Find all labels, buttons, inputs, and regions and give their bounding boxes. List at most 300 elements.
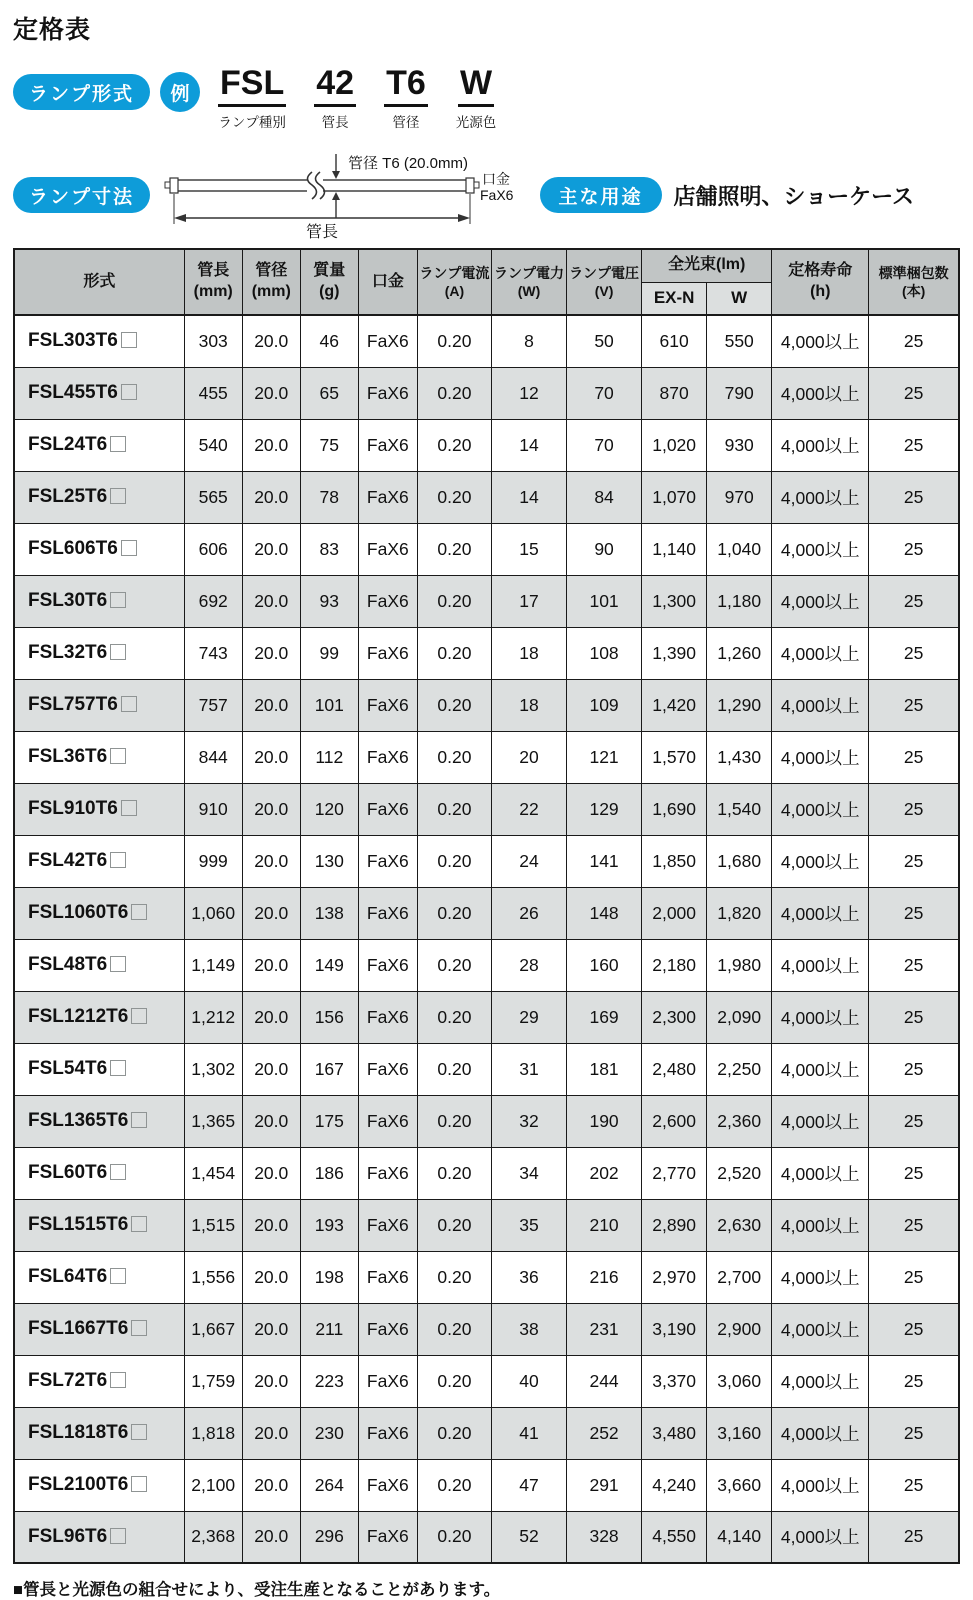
cell-pack-quantity: 25 <box>869 1251 959 1303</box>
cell-rated-life: 4,000以上 <box>772 1095 869 1147</box>
cell-lamp-voltage: 84 <box>567 471 642 523</box>
cell-lamp-current: 0.20 <box>417 471 491 523</box>
cell-lamp-power: 52 <box>491 1511 566 1563</box>
cell-lamp-current: 0.20 <box>417 419 491 471</box>
format-label: ランプ種別 <box>218 114 286 130</box>
table-row <box>14 835 959 887</box>
table-row <box>14 887 959 939</box>
cell-luminous-flux-exn: 4,240 <box>642 1459 707 1511</box>
cell-lamp-power: 14 <box>491 471 566 523</box>
cell-tube-diameter: 20.0 <box>242 367 300 419</box>
color-code-box <box>110 644 126 660</box>
cell-luminous-flux-exn: 3,190 <box>642 1303 707 1355</box>
cell-lamp-power: 15 <box>491 523 566 575</box>
cell-base: FaX6 <box>358 679 417 731</box>
cell-pack-quantity: 25 <box>869 731 959 783</box>
cell-rated-life: 4,000以上 <box>772 367 869 419</box>
cell-tube-length: 757 <box>184 679 242 731</box>
cell-tube-length: 455 <box>184 367 242 419</box>
format-part-length <box>314 66 356 131</box>
model-name: FSL1060T6 <box>28 902 129 923</box>
cell-pack-quantity: 25 <box>869 991 959 1043</box>
model-name: FSL42T6 <box>28 850 108 871</box>
cell-tube-diameter: 20.0 <box>242 783 300 835</box>
cell-luminous-flux-exn: 2,300 <box>642 991 707 1043</box>
cell-model <box>14 1303 184 1355</box>
table-row <box>14 523 959 575</box>
cell-luminous-flux-exn: 1,420 <box>642 679 707 731</box>
format-code: T6 <box>384 66 428 107</box>
table-row <box>14 367 959 419</box>
cell-lamp-current: 0.20 <box>417 523 491 575</box>
cell-lamp-current: 0.20 <box>417 887 491 939</box>
cell-model <box>14 783 184 835</box>
model-name: FSL910T6 <box>28 798 118 819</box>
cell-mass: 198 <box>300 1251 358 1303</box>
color-code-box <box>131 1216 147 1232</box>
cell-base: FaX6 <box>358 835 417 887</box>
cell-lamp-power: 17 <box>491 575 566 627</box>
header-lamp-power: ランプ電力 (W) <box>491 249 566 315</box>
cell-lamp-power: 28 <box>491 939 566 991</box>
cell-luminous-flux-exn: 3,370 <box>642 1355 707 1407</box>
color-code-box <box>131 1476 147 1492</box>
cell-lamp-voltage: 101 <box>567 575 642 627</box>
cell-lamp-power: 41 <box>491 1407 566 1459</box>
table-row <box>14 1251 959 1303</box>
cell-luminous-flux-exn: 2,970 <box>642 1251 707 1303</box>
cell-lamp-current: 0.20 <box>417 1147 491 1199</box>
table-row <box>14 1355 959 1407</box>
cell-lamp-power: 24 <box>491 835 566 887</box>
cell-lamp-current: 0.20 <box>417 627 491 679</box>
cell-lamp-power: 18 <box>491 627 566 679</box>
cell-pack-quantity: 25 <box>869 1355 959 1407</box>
cell-mass: 264 <box>300 1459 358 1511</box>
cell-base: FaX6 <box>358 471 417 523</box>
spec-table-body <box>14 315 959 1563</box>
cell-mass: 101 <box>300 679 358 731</box>
cell-model <box>14 679 184 731</box>
table-row <box>14 783 959 835</box>
cell-luminous-flux-exn: 870 <box>642 367 707 419</box>
cell-tube-diameter: 20.0 <box>242 523 300 575</box>
cell-luminous-flux-w: 2,630 <box>707 1199 772 1251</box>
header-flux-w: W <box>707 282 772 315</box>
cell-tube-length: 1,302 <box>184 1043 242 1095</box>
arrow-down <box>332 171 340 179</box>
arrow-left <box>174 214 186 222</box>
cell-pack-quantity: 25 <box>869 419 959 471</box>
color-code-box <box>110 748 126 764</box>
cell-pack-quantity: 25 <box>869 1407 959 1459</box>
cell-tube-diameter: 20.0 <box>242 887 300 939</box>
table-row <box>14 1147 959 1199</box>
table-row <box>14 1407 959 1459</box>
cell-model <box>14 887 184 939</box>
cell-lamp-current: 0.20 <box>417 1355 491 1407</box>
cell-mass: 75 <box>300 419 358 471</box>
model-name: FSL25T6 <box>28 486 108 507</box>
cell-base: FaX6 <box>358 783 417 835</box>
cell-pack-quantity: 25 <box>869 1147 959 1199</box>
cell-pack-quantity: 25 <box>869 1095 959 1147</box>
cell-rated-life: 4,000以上 <box>772 1303 869 1355</box>
cell-lamp-voltage: 108 <box>567 627 642 679</box>
cell-model <box>14 575 184 627</box>
cell-tube-diameter: 20.0 <box>242 315 300 367</box>
cell-lamp-power: 26 <box>491 887 566 939</box>
model-name: FSL1667T6 <box>28 1318 129 1339</box>
cell-luminous-flux-exn: 1,300 <box>642 575 707 627</box>
table-row <box>14 679 959 731</box>
color-code-box <box>110 956 126 972</box>
cell-lamp-power: 40 <box>491 1355 566 1407</box>
cell-pack-quantity: 25 <box>869 315 959 367</box>
cell-luminous-flux-exn: 1,690 <box>642 783 707 835</box>
cell-model <box>14 991 184 1043</box>
cell-model <box>14 627 184 679</box>
cell-pack-quantity: 25 <box>869 679 959 731</box>
cell-tube-diameter: 20.0 <box>242 1095 300 1147</box>
cell-tube-length: 1,365 <box>184 1095 242 1147</box>
cell-pack-quantity: 25 <box>869 1043 959 1095</box>
cell-lamp-voltage: 90 <box>567 523 642 575</box>
color-code-box <box>121 384 137 400</box>
arrow-up <box>332 192 340 200</box>
cell-pack-quantity: 25 <box>869 835 959 887</box>
format-example <box>218 66 496 131</box>
cell-mass: 149 <box>300 939 358 991</box>
cell-model <box>14 1147 184 1199</box>
cell-lamp-voltage: 202 <box>567 1147 642 1199</box>
model-name: FSL72T6 <box>28 1370 108 1391</box>
cell-model <box>14 1199 184 1251</box>
cell-rated-life: 4,000以上 <box>772 1511 869 1563</box>
format-part-color <box>456 66 497 131</box>
cell-pack-quantity: 25 <box>869 1511 959 1563</box>
cell-lamp-power: 8 <box>491 315 566 367</box>
model-name: FSL1818T6 <box>28 1422 129 1443</box>
cell-luminous-flux-w: 1,680 <box>707 835 772 887</box>
model-name: FSL64T6 <box>28 1266 108 1287</box>
cell-rated-life: 4,000以上 <box>772 835 869 887</box>
cell-luminous-flux-w: 790 <box>707 367 772 419</box>
cell-tube-length: 1,515 <box>184 1199 242 1251</box>
cell-lamp-voltage: 141 <box>567 835 642 887</box>
cell-base: FaX6 <box>358 367 417 419</box>
cell-mass: 230 <box>300 1407 358 1459</box>
cell-base: FaX6 <box>358 1199 417 1251</box>
cell-base: FaX6 <box>358 523 417 575</box>
color-code-box <box>110 1372 126 1388</box>
cell-luminous-flux-w: 4,140 <box>707 1511 772 1563</box>
cell-tube-length: 692 <box>184 575 242 627</box>
cell-pack-quantity: 25 <box>869 1199 959 1251</box>
model-name: FSL303T6 <box>28 330 118 352</box>
color-code-box <box>121 540 137 556</box>
format-label: 管径 <box>392 114 420 130</box>
cell-mass: 112 <box>300 731 358 783</box>
cell-model <box>14 1459 184 1511</box>
cell-pack-quantity: 25 <box>869 1459 959 1511</box>
cell-mass: 223 <box>300 1355 358 1407</box>
cell-pack-quantity: 25 <box>869 627 959 679</box>
model-name: FSL32T6 <box>28 642 108 663</box>
cell-lamp-voltage: 121 <box>567 731 642 783</box>
model-name: FSL36T6 <box>28 746 108 767</box>
lamp-format-section <box>13 64 960 136</box>
cell-luminous-flux-exn: 2,890 <box>642 1199 707 1251</box>
lamp-cap-right <box>466 178 474 193</box>
cell-rated-life: 4,000以上 <box>772 1199 869 1251</box>
cell-tube-diameter: 20.0 <box>242 471 300 523</box>
color-code-box <box>110 488 126 504</box>
cell-luminous-flux-w: 970 <box>707 471 772 523</box>
cell-tube-diameter: 20.0 <box>242 1199 300 1251</box>
cell-tube-length: 303 <box>184 315 242 367</box>
cell-model <box>14 1511 184 1563</box>
cell-lamp-voltage: 148 <box>567 887 642 939</box>
cell-rated-life: 4,000以上 <box>772 939 869 991</box>
cell-base: FaX6 <box>358 887 417 939</box>
cell-rated-life: 4,000以上 <box>772 679 869 731</box>
cell-lamp-power: 20 <box>491 731 566 783</box>
cell-base: FaX6 <box>358 419 417 471</box>
cell-tube-diameter: 20.0 <box>242 1147 300 1199</box>
cell-tube-diameter: 20.0 <box>242 1459 300 1511</box>
cell-tube-diameter: 20.0 <box>242 1511 300 1563</box>
cell-model <box>14 731 184 783</box>
cell-pack-quantity: 25 <box>869 783 959 835</box>
cell-luminous-flux-exn: 3,480 <box>642 1407 707 1459</box>
cell-luminous-flux-w: 3,660 <box>707 1459 772 1511</box>
cell-tube-diameter: 20.0 <box>242 731 300 783</box>
cell-model <box>14 1355 184 1407</box>
cell-mass: 120 <box>300 783 358 835</box>
cell-tube-length: 1,149 <box>184 939 242 991</box>
cell-mass: 138 <box>300 887 358 939</box>
format-part-type <box>218 66 286 131</box>
cell-tube-length: 999 <box>184 835 242 887</box>
cell-tube-length: 1,818 <box>184 1407 242 1459</box>
cell-luminous-flux-w: 2,360 <box>707 1095 772 1147</box>
cell-tube-length: 606 <box>184 523 242 575</box>
cell-tube-length: 1,759 <box>184 1355 242 1407</box>
cell-rated-life: 4,000以上 <box>772 1459 869 1511</box>
cell-model <box>14 1043 184 1095</box>
cell-lamp-power: 22 <box>491 783 566 835</box>
cell-mass: 211 <box>300 1303 358 1355</box>
cell-base: FaX6 <box>358 731 417 783</box>
cell-tube-diameter: 20.0 <box>242 835 300 887</box>
cell-lamp-voltage: 231 <box>567 1303 642 1355</box>
cell-base: FaX6 <box>358 991 417 1043</box>
cell-mass: 99 <box>300 627 358 679</box>
cell-tube-length: 565 <box>184 471 242 523</box>
cell-lamp-voltage: 190 <box>567 1095 642 1147</box>
format-label: 光源色 <box>455 114 497 130</box>
cell-model <box>14 315 184 367</box>
cell-rated-life: 4,000以上 <box>772 1407 869 1459</box>
table-row <box>14 575 959 627</box>
table-row <box>14 419 959 471</box>
cell-rated-life: 4,000以上 <box>772 471 869 523</box>
cell-luminous-flux-w: 2,700 <box>707 1251 772 1303</box>
cell-lamp-current: 0.20 <box>417 783 491 835</box>
cell-lamp-power: 31 <box>491 1043 566 1095</box>
cell-tube-diameter: 20.0 <box>242 627 300 679</box>
cell-model <box>14 1095 184 1147</box>
cell-lamp-power: 18 <box>491 679 566 731</box>
cell-rated-life: 4,000以上 <box>772 1355 869 1407</box>
cell-luminous-flux-w: 1,180 <box>707 575 772 627</box>
cell-tube-length: 1,556 <box>184 1251 242 1303</box>
cell-pack-quantity: 25 <box>869 523 959 575</box>
color-code-box <box>110 1528 126 1544</box>
cell-rated-life: 4,000以上 <box>772 887 869 939</box>
cell-lamp-voltage: 181 <box>567 1043 642 1095</box>
cell-base: FaX6 <box>358 1303 417 1355</box>
cell-pack-quantity: 25 <box>869 1303 959 1355</box>
model-name: FSL606T6 <box>28 538 118 559</box>
cell-tube-length: 1,454 <box>184 1147 242 1199</box>
cell-lamp-voltage: 169 <box>567 991 642 1043</box>
cell-tube-diameter: 20.0 <box>242 1355 300 1407</box>
cell-lamp-voltage: 70 <box>567 367 642 419</box>
cell-luminous-flux-w: 1,430 <box>707 731 772 783</box>
cell-luminous-flux-exn: 1,020 <box>642 419 707 471</box>
color-code-box <box>110 1268 126 1284</box>
cell-lamp-voltage: 328 <box>567 1511 642 1563</box>
model-name: FSL1365T6 <box>28 1110 129 1131</box>
cell-pack-quantity: 25 <box>869 367 959 419</box>
cell-lamp-current: 0.20 <box>417 1303 491 1355</box>
cell-tube-length: 1,667 <box>184 1303 242 1355</box>
cell-luminous-flux-exn: 2,480 <box>642 1043 707 1095</box>
model-name: FSL30T6 <box>28 590 108 611</box>
usage-badge: 主な用途 <box>540 177 662 213</box>
cell-luminous-flux-exn: 2,000 <box>642 887 707 939</box>
cell-lamp-power: 35 <box>491 1199 566 1251</box>
header-tube-diameter: 管径 (mm) <box>242 249 300 315</box>
format-code: FSL <box>218 66 286 107</box>
header-base: 口金 <box>358 249 417 315</box>
cell-base: FaX6 <box>358 575 417 627</box>
cell-base: FaX6 <box>358 1407 417 1459</box>
cell-tube-diameter: 20.0 <box>242 679 300 731</box>
cell-tube-length: 1,212 <box>184 991 242 1043</box>
format-label: 管長 <box>321 114 349 130</box>
cell-luminous-flux-w: 2,520 <box>707 1147 772 1199</box>
cell-luminous-flux-exn: 610 <box>642 315 707 367</box>
header-lamp-current: ランプ電流 (A) <box>417 249 491 315</box>
spec-table <box>13 248 960 1564</box>
cell-luminous-flux-w: 2,250 <box>707 1043 772 1095</box>
cell-model <box>14 835 184 887</box>
cell-mass: 193 <box>300 1199 358 1251</box>
cell-rated-life: 4,000以上 <box>772 1147 869 1199</box>
example-badge: 例 <box>160 72 200 112</box>
header-rated-life: 定格寿命 (h) <box>772 249 869 315</box>
color-code-box <box>110 1060 126 1076</box>
cell-tube-diameter: 20.0 <box>242 419 300 471</box>
model-name: FSL60T6 <box>28 1162 108 1183</box>
cell-lamp-current: 0.20 <box>417 315 491 367</box>
cell-rated-life: 4,000以上 <box>772 627 869 679</box>
table-row <box>14 1199 959 1251</box>
cell-tube-length: 910 <box>184 783 242 835</box>
cell-base: FaX6 <box>358 1147 417 1199</box>
table-row <box>14 1095 959 1147</box>
cell-lamp-current: 0.20 <box>417 1199 491 1251</box>
model-name: FSL24T6 <box>28 434 108 455</box>
cell-rated-life: 4,000以上 <box>772 523 869 575</box>
cell-base: FaX6 <box>358 315 417 367</box>
cell-luminous-flux-w: 1,040 <box>707 523 772 575</box>
cell-model <box>14 471 184 523</box>
cell-rated-life: 4,000以上 <box>772 991 869 1043</box>
cell-mass: 130 <box>300 835 358 887</box>
cell-luminous-flux-w: 1,290 <box>707 679 772 731</box>
cell-lamp-current: 0.20 <box>417 939 491 991</box>
cell-tube-length: 540 <box>184 419 242 471</box>
cell-base: FaX6 <box>358 627 417 679</box>
color-code-box <box>110 852 126 868</box>
cell-luminous-flux-w: 3,060 <box>707 1355 772 1407</box>
cell-lamp-current: 0.20 <box>417 1511 491 1563</box>
cell-lamp-current: 0.20 <box>417 1043 491 1095</box>
cell-rated-life: 4,000以上 <box>772 783 869 835</box>
cell-mass: 296 <box>300 1511 358 1563</box>
header-luminous-flux: 全光束(lm) <box>642 249 772 282</box>
cell-base: FaX6 <box>358 1095 417 1147</box>
cell-model <box>14 419 184 471</box>
model-name: FSL1515T6 <box>28 1214 129 1235</box>
cell-tube-diameter: 20.0 <box>242 1407 300 1459</box>
cell-model <box>14 1407 184 1459</box>
table-row <box>14 1459 959 1511</box>
cell-pack-quantity: 25 <box>869 471 959 523</box>
cell-tube-diameter: 20.0 <box>242 1303 300 1355</box>
cell-lamp-voltage: 109 <box>567 679 642 731</box>
cell-luminous-flux-exn: 1,390 <box>642 627 707 679</box>
cell-tube-diameter: 20.0 <box>242 575 300 627</box>
base-label-line2: FaX6 <box>480 187 514 203</box>
cell-luminous-flux-w: 1,260 <box>707 627 772 679</box>
cell-tube-length: 743 <box>184 627 242 679</box>
diameter-label: 管径 T6 (20.0mm) <box>348 155 469 172</box>
cell-luminous-flux-w: 550 <box>707 315 772 367</box>
cell-mass: 186 <box>300 1147 358 1199</box>
cell-lamp-power: 32 <box>491 1095 566 1147</box>
cell-model <box>14 939 184 991</box>
cell-lamp-current: 0.20 <box>417 1407 491 1459</box>
cell-lamp-voltage: 210 <box>567 1199 642 1251</box>
cell-luminous-flux-exn: 1,570 <box>642 731 707 783</box>
color-code-box <box>131 1320 147 1336</box>
arrow-right <box>458 214 470 222</box>
color-code-box <box>131 1008 147 1024</box>
lamp-dimensions-section <box>13 150 960 240</box>
cell-base: FaX6 <box>358 1251 417 1303</box>
format-part-diameter <box>384 66 428 131</box>
usage-text: 店舗照明、ショーケース <box>673 183 914 209</box>
cell-pack-quantity: 25 <box>869 939 959 991</box>
color-code-box <box>131 904 147 920</box>
cell-base: FaX6 <box>358 939 417 991</box>
table-row <box>14 939 959 991</box>
